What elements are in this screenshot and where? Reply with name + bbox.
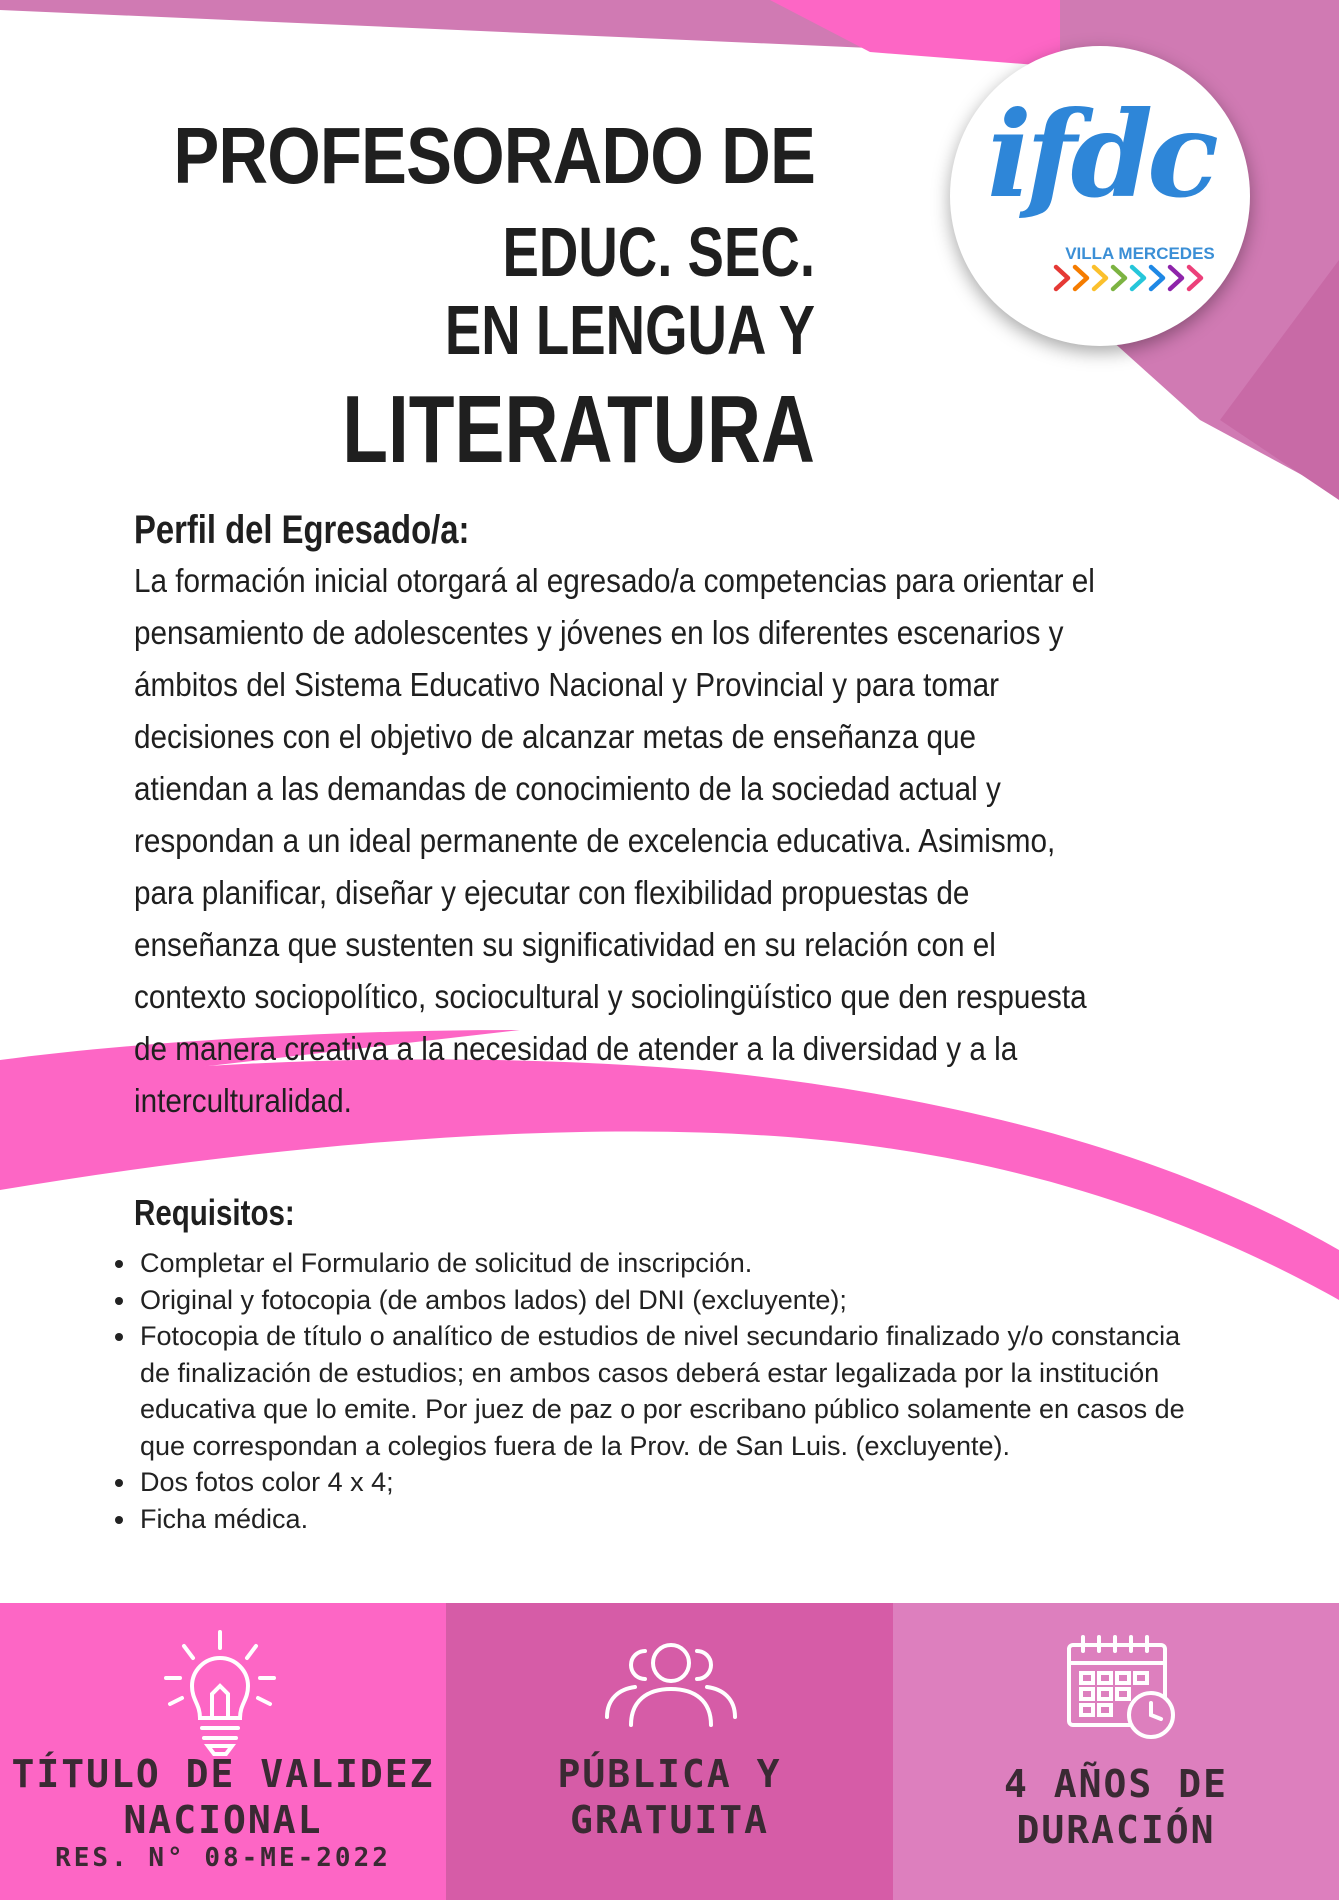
list-item: • Fotocopia de título o analítico de estudios de nivel secundario finalizado y/o constancia de finalización de estudios; en ambos casos deberá estar legalizada por la institución educativa que lo emite. Por juez de paz o por escribano público solamente en casos de que correspondan a colegios fuera de la Prov. de San Luis. (excluyente).	[138, 1318, 1198, 1464]
publica-label: PÚBLICA Y GRATUITA	[557, 1752, 782, 1842]
logo-chevron	[1132, 267, 1144, 289]
footer-panel-duracion	[893, 1603, 1339, 1900]
logo-subtitle: VILLA MERCEDES	[1065, 244, 1215, 263]
title-line-1: PROFESORADO DE	[173, 111, 815, 200]
calendar-clock-icon	[1063, 1633, 1183, 1743]
perfil-heading: Perfil del Egresado/a:	[134, 508, 470, 552]
perfil-text: La formación inicial otorgará al egresado/a competencias para orientar el pensamiento de adolescentes y jóvenes en los diferentes escenarios y ámbitos del Sistema Educativo Nacional y Provincial y para tomar decisiones con el objetivo de alcanzar metas de enseñanza que atiendan a las demandas de conocimiento de la sociedad actual y respondan a un ideal permanente de excelencia educativa. Asimismo, para planificar, diseñar y ejecutar con flexibilidad propuestas de enseñanza que sustenten su significatividad en su relación con el contexto sociopolítico, sociocultural y sociolingüístico que den respuesta de manera creativa a la necesidad de atender a la diversidad y a la interculturalidad.	[134, 562, 1095, 1119]
logo-chevron	[1113, 267, 1125, 289]
ifdc-logo	[950, 46, 1250, 346]
logo-chevron	[1151, 267, 1163, 289]
people-icon	[601, 1633, 741, 1733]
logo-wordmark: ifdc	[987, 85, 1213, 224]
logo-chevron	[1189, 267, 1201, 289]
duracion-line-2: DURACIÓN	[1016, 1808, 1216, 1852]
list-item: • Original y fotocopia (de ambos lados) del DNI (excluyente);	[138, 1282, 1198, 1319]
validez-line-2: NACIONAL	[123, 1798, 323, 1842]
list-item: • Ficha médica.	[138, 1501, 1198, 1538]
logo-chevrons-icon	[1050, 261, 1210, 295]
list-item: • Completar el Formulario de solicitud de inscripción.	[138, 1245, 1198, 1282]
title-line-2: EDUC. SEC.	[502, 213, 815, 291]
lightbulb-icon	[160, 1628, 280, 1758]
title-line-3: EN LENGUA Y	[444, 291, 815, 369]
logo-chevron	[1094, 267, 1106, 289]
validez-resolution: RES. N° 08-ME-2022	[55, 1843, 391, 1873]
title-line-4: LITERATURA	[342, 376, 815, 483]
requisitos-list	[100, 1245, 1198, 1537]
list-item: • Dos fotos color 4 x 4;	[138, 1464, 1198, 1501]
logo-chevron	[1056, 267, 1068, 289]
validez-line-1: TÍTULO DE VALIDEZ	[11, 1752, 435, 1796]
duracion-line-1: 4 AÑOS DE	[1004, 1762, 1228, 1806]
logo-chevron	[1170, 267, 1182, 289]
logo-chevron	[1075, 267, 1087, 289]
footer-panel-publica	[446, 1603, 893, 1900]
requisitos-heading: Requisitos:	[134, 1192, 295, 1233]
footer-panel-validez	[0, 1603, 446, 1900]
